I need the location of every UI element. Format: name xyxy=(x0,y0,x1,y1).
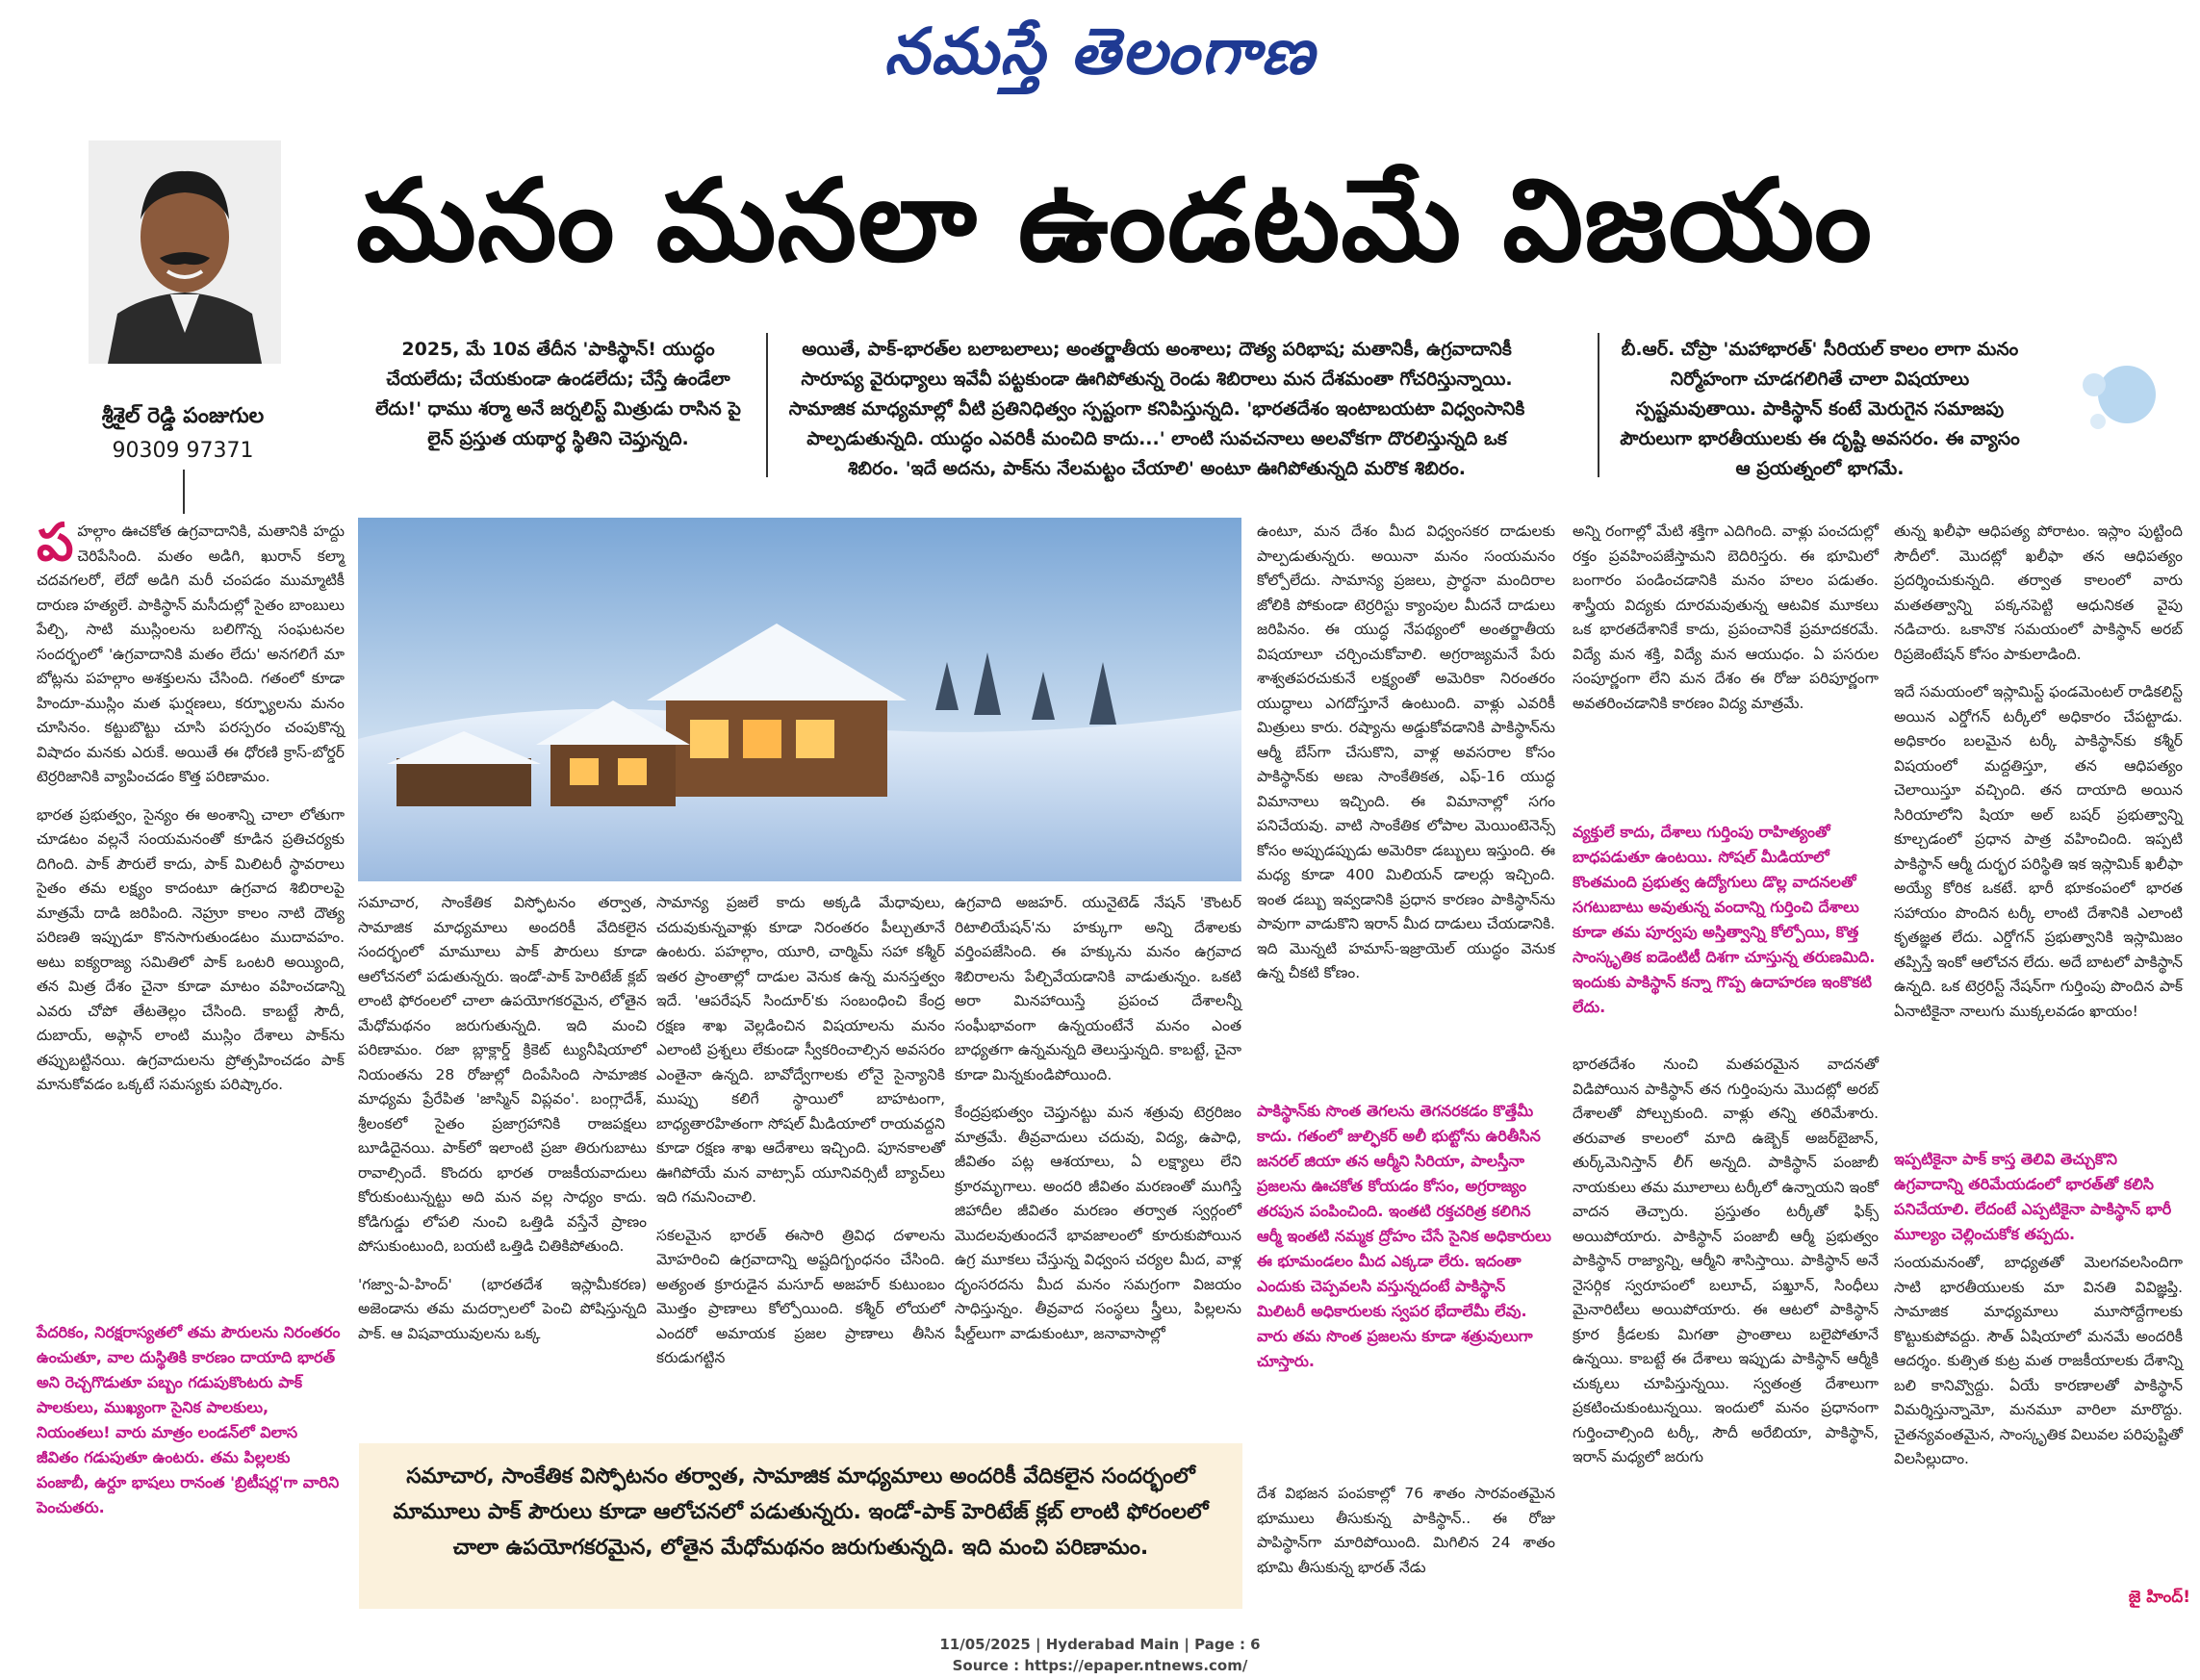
headline: మనం మనలా ఉండటమే విజయం xyxy=(356,154,1873,287)
snow-chalet-photo xyxy=(358,518,1241,881)
footer-source: Source : https://epaper.ntnews.com/ xyxy=(952,1657,1248,1674)
author-divider xyxy=(183,470,185,514)
author-name: శ్రీశైల్ రెడ్డి పంజుగుల xyxy=(101,404,265,428)
column-1 xyxy=(37,512,345,1111)
masthead-logo: నమస్తే తెలంగాణ xyxy=(883,13,1317,89)
c7-paragraph-2: ఇదే సమయంలో ఇస్లామిస్ట్ ఫండమెంటల్ రాడికలిస్ట్ అయిన ఎర్డోగన్ టర్కీలో అధికారం చేపట్టాడు. అధికారం బలమైన టర్కీ పాకిస్థాన్‌కు కశ్మీర్ విషయంలో మద్దతిస్తూ, తన ఆధిపత్యం చెలాయిస్తూ వచ్చింది. తన దాయాది అయిన సిరియాలోని షియా అల్ బషర్ ప్రభుత్వాన్ని కూల్చడంలో ప్రధాన పాత్ర వహించింది. ఇప్పటి పాకిస్థాన్ ఆర్మీ దుర్భర పరిస్థితి ఇక ఇస్లామిక్ ఖలీఫా అయ్యే కోరిక ఒకటే. భారీ భూకంపంలో భారత సహాయం పొందిన టర్కీ లాంటి దేశానికి ఎలాంటి కృతజ్ఞత లేదు. ఎర్డోగన్ ప్రభుత్వానికి ఇస్లామిజం తప్పిస్తే ఇంకో ఆలోచన లేదు. అదే బాటలో పాకిస్థాన్ ఉన్నది. ఒక టెర్రరిస్ట్ నేషన్‌గా గుర్తింపు పొందిన పాక్ ఏనాటికైనా నాలుగు ముక్కలవడం ఖాయం! xyxy=(1894,683,2183,1020)
c4-paragraph-2: కేంద్రప్రభుత్వం చెప్తునట్టు మన శత్రువు టెర్రరిజం మాత్రమే. తీవ్రవాదులు చదువు, విద్య, ఉపాధి, జీవితం పట్ల ఆశయాలు, ఏ లక్ష్యాలు లేని క్రూరమృగాలు. అందరి జీవితం మరణంతో ముగిస్తే జిహాదీల జీవితం మరణం తర్వాత స్వర్గంలో మొదలవుతుందనే భావజాలంలో కూరుకుపోయిన ఉగ్ర మూకలు చేస్తున్న విధ్వంస చర్యల మీద, వాళ్ల దృంసరదను మీద మనం సమగ్రంగా విజయం సాధిస్తున్నం. తీవ్రవాద సంస్థలు స్త్రీలు, పిల్లలను షీల్డ్‌లుగా వాడుకుంటూ, జనావాసాల్లో xyxy=(955,1104,1241,1342)
column-7 xyxy=(1894,520,2183,1037)
column-6 xyxy=(1573,520,1879,729)
c5-paragraph-1: ఉంటూ, మన దేశం మీద విధ్వంసకర దాడులకు పాల్పడుతున్నరు. అయినా మనం సంయమనం కోల్పోలేదు. సామాన్య ప్రజలు, ప్రార్థనా మందిరాల జోలికి పోకుండా టెర్రరిస్టు క్యాంపుల మీదనే దాడులు జరిపినం. ఈ యుద్ధ నేపథ్యంలో అంతర్జాతీయ విషయాలూ చర్చించుకోవాలి. అగ్రరాజ్యమనే పేరు శాశ్వతపరచుకునే లక్ష్యంతో అమెరికా నిరంతరం యుద్ధాలు ఎగదోస్తూనే ఉంటుంది. వాళ్లు ఎవరికీ మిత్రులు కారు. రష్యాను అడ్డుకోవడానికి పాకిస్థాన్‌ను ఆర్మీ బేస్‌గా చేసుకొని, వాళ్ల అవసరాల కోసం పాకిస్థాన్‌కు అణు సాంకేతికత, ఎఫ్-16 యుద్ధ విమానాలు ఇచ్చింది. ఈ విమానాల్లో సగం పనిచేయవు. వాటి సాంకేతిక లోపాల మెయింటెనెన్స్ కోసం అప్పుడప్పుడు అమెరికా డబ్బులు ఇస్తుంది. ఈ మధ్య కూడా 400 మిలియన్ డాలర్లు ఇచ్చింది. ఇంత డబ్బు ఇవ్వడానికి ప్రధాన కారణం పాకిస్థాన్‌ను పావుగా వాడుకొని ఇరాన్ మీద దాడులు చేయడానికి. ఇది మొన్నటి హమాస్-ఇజ్రాయెల్ యుద్ధం వెనుక ఉన్న చీకటి కోణం. xyxy=(1257,522,1555,981)
intro-divider-2 xyxy=(1598,333,1599,477)
column-5 xyxy=(1257,520,1555,1000)
c3-paragraph-2: సకలమైన భారత్ ఈసారి త్రివిధ దళాలను మోహరించి ఉగ్రవాదాన్ని అష్టదిగ్బంధనం చేసింది. అత్యంత క్రూరుడైన మసూద్ అజహర్ కుటుంబం మొత్తం ప్రాణాలు కోల్పోయింది. కశ్మీర్ లోయలో ఎందరో అమాయక ప్రజల ప్రాణాలు తీసిన కరుడుగట్టిన xyxy=(656,1226,945,1366)
c2-paragraph-2: 'గజ్వా-ఏ-హింద్' (భారతదేశ ఇస్లామీకరణ) అజెండాను తమ మదర్సాలలో పెంచి పోషిస్తున్నది పాక్. ఆ విషవాయువులను ఒక్క xyxy=(358,1275,647,1342)
c6-pullquote: వ్యక్తులే కాదు, దేశాలు గుర్తింపు రాహిత్యంతో బాధపడుతూ ఉంటయి. సోషల్ మీడియాలో కొంతమంది ప్రభుత్వ ఉద్యోగులు డొల్ల వాదనలతో సగటుబాటు అవుతున్న వందాన్ని గుర్తించి దేశాలు కూడా తమ పూర్వపు అస్తిత్వాన్ని కోల్పోయి, కొత్త సాంస్కృతిక ఐడెంటిటీ దిశగా చూస్తున్న తరుణమిది. ఇందుకు పాకిస్థాన్ కన్నా గొప్ప ఉదాహరణ ఇంకొకటి లేదు. xyxy=(1573,823,1876,1016)
bubbles-icon xyxy=(2069,356,2156,443)
footer-edition: 11/05/2025 | Hyderabad Main | Page : 6 xyxy=(939,1636,1261,1653)
c2-paragraph-1: సమాచార, సాంకేతిక విస్ఫోటనం తర్వాత, సామాజిక మాధ్యమాలు అందరికీ వేదికలైన సందర్భంలో మామూలు పాక్ పౌరులు కూడా ఆలోచనలో పడుతున్నరు. ఇండో-పాక్ హెరిటేజ్ క్లబ్ లాంటి ఫోరంలలో చాలా ఉపయోగకరమైన, లోతైన మేధోమథనం జరుగుతున్నది. ఇది మంచి పరిణామం. రజా బ్లాక్లార్డ్ క్రికెట్ ట్యునీషియాలో నియంతను 28 రోజుల్లో దింపేసింది సామాజిక మాధ్యమ ప్రేరేపిత 'జాస్మిన్ విప్లవం'. బంగ్లాదేశ్, శ్రీలంకలో సైతం ప్రజాగ్రహానికి రాజపక్షలు బూడిదైనయి. పాక్‌లో ఇలాంటి ప్రజా తిరుగుబాటు రావాల్సిందే. కొందరు భారత రాజకీయవాదులు కోరుకుంటున్నట్టు అది మన వల్ల సాధ్యం కాదు. కోడిగుడ్డు లోపలి నుంచి ఒత్తిడి వస్తేనే ప్రాణం పోసుకుంటుంది, బయటి ఒత్తిడి చితికిపోతుంది. xyxy=(358,894,647,1255)
column-3 xyxy=(656,891,945,1385)
c1-paragraph-2: భారత ప్రభుత్వం, సైన్యం ఈ అంశాన్ని చాలా లోతుగా చూడటం వల్లనే సంయమనంతో కూడిన ప్రతిచర్యకు దిగింది. పాక్ పౌరులే కాదు, పాక్ మిలిటరీ స్థావరాలు సైతం తమ లక్ష్యం కాదంటూ ఉగ్రవాద శిబిరాలపై మాత్రమే దాడి జరిపింది. నెహ్రూ కాలం నాటి దౌత్య పరిణతి ఇప్పుడూ కొనసాగుతుండటం ముదావహం. అటు ఐక్యరాజ్య సమితిలో పాక్ ఒంటరి అయ్యింది, తన మిత్ర దేశం చైనా కూడా మాటం వహించడాన్ని ఎవరు చోపో తేటతెల్లం చేసింది. కాబట్టే సౌదీ, దుబాయ్, అఫ్గాన్ లాంటి ముస్లిం దేశాలు పాక్‌ను తప్పుబట్టినయి. ఉగ్రవాదులను ప్రోత్సహించడం పాక్ మానుకోవడం ఒక్కటే సమస్యకు పరిష్కారం. xyxy=(37,805,345,1093)
c4-paragraph-1: ఉగ్రవాది అజహర్. యునైటెడ్ నేషన్ 'కౌంటర్ రిటాలియేషన్'ను హక్కుగా అన్ని దేశాలకు వర్తింపజేసింది. ఈ హక్కును మనం ఉగ్రవాద శిబిరాలను పేల్చివేయడానికి వాడుతున్నం. ఒకటి అరా మినహాయిస్తే ప్రపంచ దేశాలన్నీ సంఘీభావంగా ఉన్నయంటేనే మనం ఎంత బాధ్యతగా ఉన్నమన్నది తెలుస్తున్నది. కాబట్టే, చైనా కూడా మిన్నకుండిపోయింది. xyxy=(955,894,1241,1083)
c6-end: భారతదేశం నుంచి మతపరమైన వాదనతో విడిపోయిన పాకిస్థాన్ తన గుర్తింపును మొదట్లో అరబ్ దేశాలతో పోల్చుకుంది. వాళ్లు తన్ని తరిమేశారు. తరువాత కాలంలో మాది ఉజ్బెక్ అజర్‌బైజాన్, తుర్క్‌మెనిస్తాన్ లీగ్ అన్నది. పాకిస్థాన్ పంజాబీ నాయకులు తమ మూలాలు టర్కీలో ఉన్నాయని ఇంకో వాదన తెచ్చారు. ప్రస్తుతం టర్కీతో ఫిక్స్ అయిపోయారు. పాకిస్థాన్ పంజాబీ ఆర్మీ ప్రభుత్వం పాకిస్థాన్ రాజ్యాన్ని, ఆర్మీని శాసిస్తాయి. పాకిస్థాన్ అనే నైసర్గిక స్వరూపంలో బలూచ్, పఖ్తూన్, సింధీలు మైనారిటీలు అయిపోయారు. ఈ ఆటలో పాకిస్థాన్ క్రూర క్రీడలకు మిగతా ప్రాంతాలు బలైపోతూనే ఉన్నయి. కాబట్టే ఈ దేశాలు ఇప్పుడు పాకిస్థాన్ ఆర్మీకి చుక్కలు చూపిస్తున్నయి. స్వతంత్ర దేశాలుగా ప్రకటించుకుంటున్నయి. ఇందులో మనం ప్రధానంగా గుర్తించాల్సింది టర్కీ, సౌదీ అరేబియా, పాకిస్థాన్, ఇరాన్ మధ్యలో జరుగు xyxy=(1573,1056,1879,1465)
c5-pullquote: పాకిస్థాన్‌కు సొంత తెగలను తెగనరకడం కొత్తేమీ కాదు. గతంలో జుల్ఫికర్ అలీ భుట్టోను ఉరితీసిన జనరల్ జియా తన ఆర్మీని సిరియా, పాలస్తీనా ప్రజలను ఊచకోత కోయడం కోసం, అగ్రరాజ్యం తరపున పంపించింది. ఇంతటి రక్తచరిత్ర కలిగిన ఆర్మీ ఇంతటి నమ్మక ద్రోహం చేసే సైనిక అధికారులు ఈ భూమండలం మీద ఎక్కడా లేరు. ఇదంతా ఎందుకు చెప్పవలసి వస్తున్నదంటే పాకిస్థాన్ మిలిటరీ అధికారులకు స్వపర భేదాలేమీ లేవు. వారు తమ సొంత ప్రజలను కూడా శత్రువులుగా చూస్తారు. xyxy=(1257,1102,1551,1370)
c7-end: సంయమనంతో, బాధ్యతతో మెలగవలసిందిగా సాటి భారతీయులకు మా వినతి వివిజ్ఞప్తి. సామాజిక మాధ్యమాలు మూసోద్దేగాలకు కొట్టుకుపోవద్దు. సౌత్ ఏషియాలో మనమే అందరికీ ఆదర్శం. కుత్సిత కుట్ర మత రాజకీయాలకు దేశాన్ని బలి కానివ్వొద్దు. ఏయే కారణాలతో పాకిస్థాన్ విమర్శిస్తున్నామో, మనమూ వారిలా మారొద్దు. చైతన్యవంతమైన, సాంస్కృతిక విలువల పరిపుష్టితో విలసిల్లుదాం. xyxy=(1894,1254,2183,1467)
c1-paragraph-1: హల్గాం ఊచకోత ఉగ్రవాదానికి, మతానికి హద్దు చెరిపేసింది. మతం అడిగి, ఖురాన్ కల్మా చదవగలరో, లేదో అడిగి మరీ చంపడం ముమ్మాటికీ దారుణ హత్యలే. పాకిస్థాన్ మసీదుల్లో సైతం బాంబులు పేల్చి, సాటి ముస్లింలను బలిగొన్న సంఘటనల సందర్భంలో 'ఉగ్రవాదానికి మతం లేదు' అనగలిగే మా బోట్లను పహల్గాం అశక్తులను చేసింది. గతంలో కూడా హిందూ-ముస్లిం మత ఘర్షణలు, కర్ఫ్యూలను మనం చూసినం. కట్టుబొట్టు చూసి పరస్పరం చంపుకొన్న విషాదం మనకు ఎరుకే. అయితే ఈ ధోరణి క్రాస్-బోర్డర్ టెర్రరిజానికి వ్యాపించడం కొత్త పరిణామం. xyxy=(37,522,345,785)
intro-left: 2025, మే 10వ తేదీన 'పాకిస్థాన్! యుద్ధం చేయలేదు; చేయకుండా ఉండలేదు; చేస్తే ఉండేలా లేదు!' ధాము శర్మా అనే జర్నలిస్ట్ మిత్రుడు రాసిన పై లైన్ ప్రస్తుత యథార్థ స్థితిని చెప్తున్నది. xyxy=(375,339,741,449)
c1-pullquote: పేదరికం, నిరక్షరాస్యతలో తమ పౌరులను నిరంతరం ఉంచుతూ, వాల దుస్థితికి కారణం దాయాది భారత్ అని రెచ్చగొడుతూ పబ్బం గడుపుకొంటరు పాక్ పాలకులు, ముఖ్యంగా సైనిక పాలకులు, నియంతలు! వారు మాత్రం లండన్‌లో విలాస జీవితం గడుపుతూ ఉంటరు. తమ పిల్లలకు పంజాబీ, ఉర్దూ భాషలు రానంత 'బ్రిటీషర్ల'గా వారిని పెంచుతరు. xyxy=(37,1323,341,1516)
pull-quote-box: సమాచార, సాంకేతిక విస్ఫోటనం తర్వాత, సామాజిక మాధ్యమాలు అందరికీ వేదికలైన సందర్భంలో మామూలు పాక్ పౌరులు కూడా ఆలోచనలో పడుతున్నరు. ఇండో-పాక్ హెరిటేజ్ క్లబ్ లాంటి ఫోరంలలో చాలా ఉపయోగకరమైన, లోతైన మేధోమథనం జరుగుతున్నది. ఇది మంచి పరిణామం. xyxy=(359,1443,1242,1609)
column-2 xyxy=(358,891,647,1360)
author-photo xyxy=(89,140,281,364)
c3-paragraph-1: సామాన్య ప్రజలే కాదు అక్కడి మేధావులు, చదువుకున్నవాళ్లు కూడా నిరంతరం పీల్చుతూనే ఉంటరు. పహల్గాం, యూరి, చార్మిమ్ సహా కశ్మీర్ ఇతర ప్రాంతాల్లో దాడుల వెనుక ఉన్న మనస్తత్వం ఇదే. 'ఆపరేషన్ సిందూర్'కు సంబంధించి కేంద్ర రక్షణ శాఖ వెల్లడించిన విషయాలను మనం ఎలాంటి ప్రశ్నలు లేకుండా స్వీకరించాల్సిన అవసరం ఎంతైనా ఉన్నది. బావోద్వేగాలకు లోనై సైన్యానికి ముప్పు కలిగే స్థాయిలో బాహటంగా, బాధ్యతారహితంగా సోషల్ మీడియాలో రాయవద్దని కూడా రక్షణ శాఖ ఆదేశాలు ఇచ్చింది. పూనకాలతో ఊగిపోయే మన వాట్సాప్ యూనివర్సిటీ బ్యాచ్‌లు ఇది గమనించాలి. xyxy=(656,894,945,1206)
column-4 xyxy=(955,891,1241,1360)
author-phone: 90309 97371 xyxy=(112,439,254,463)
c6-paragraph-1: అన్ని రంగాల్లో మేటి శక్తిగా ఎదిగింది. వాళ్లు పంచదుల్లో రక్తం ప్రవహింపజేస్తామని బెదిరిస్తరు. ఈ భూమిలో బంగారం పండించడానికి మనం హలం పడుతం. శాస్త్రీయ విద్యకు దూరమవుతున్న ఆటవిక మూకలు ఒక భారతదేశానికే కాదు, ప్రపంచానికే ప్రమాదకరమే. విద్యే మన శక్తి, విద్యే మన ఆయుధం. ఏ పసరుల సంపూర్ణంగా లేని మన దేశం ఈ రోజు పరిపూర్ణంగా అవతరించడానికి కారణం విద్య మాత్రమే. xyxy=(1573,522,1879,712)
intro-right: బీ.ఆర్. చోప్రా 'మహాభారత్' సీరియల్ కాలం లాగా మనం నిర్మోహంగా చూడగలిగితే చాలా విషయాలు స్పష్టమవుతాయి. పాకిస్థాన్ కంటే మెరుగైన సమాజపు పౌరులుగా భారతీయులకు ఈ దృష్టి అవసరం. ఈ వ్యాసం ఆ ప్రయత్నంలో భాగమే. xyxy=(1620,339,2020,479)
c5-end: దేశ విభజన పంపకాల్లో 76 శాతం సారవంతమైన భూములు తీసుకున్న పాకిస్థాన్.. ఈ రోజు పాపిస్థాన్‌గా మారిపోయింది. మిగిలిన 24 శాతం భూమి తీసుకున్న భారత్ నేడు xyxy=(1257,1485,1555,1576)
signoff: జై హింద్! xyxy=(2128,1588,2190,1607)
intro-divider-1 xyxy=(766,333,768,477)
intro-center: అయితే, పాక్-భారత్‌ల బలాబలాలు; అంతర్జాతీయ అంశాలు; దౌత్య పరిభాష; మతానికీ, ఉగ్రవాదానికీ సారూప్య వైరుధ్యాలు ఇవేవీ పట్టకుండా ఊగిపోతున్న రెండు శిబిరాలు మన దేశమంతా గోచరిస్తున్నాయి. సామాజిక మాధ్యమాల్లో వీటి ప్రతినిధిత్వం స్పష్టంగా కనిపిస్తున్నది. 'భారతదేశం ఇంటాబయటా విధ్వంసానికి పాల్పడుతున్నది. యుద్ధం ఎవరికీ మంచిది కాదు...' లాంటి సువచనాలు అలవోకగా దొరలిస్తున్నది ఒక శిబిరం. 'ఇదే అదను, పాక్‌ను నేలమట్టం చేయాలి' అంటూ ఊగిపోతున్నది మరొక శిబిరం. xyxy=(788,339,1525,479)
c7-pullquote: ఇప్పటికైనా పాక్ కాస్త తెలివి తెచ్చుకొని ఉగ్రవాదాన్ని తరిమేయడంలో భారత్‌తో కలిసి పనిచేయాలి. లేదంటే ఎప్పటికైనా పాకిస్థాన్ భారీ మూల్యం చెల్లించుకోక తప్పదు. xyxy=(1894,1150,2172,1243)
dropcap: ప xyxy=(37,512,74,573)
c7-paragraph-1: తున్న ఖలీఫా ఆధిపత్య పోరాటం. ఇస్లాం పుట్టింది సౌదీలో. మొదట్లో ఖలీఫా తన ఆధిపత్యం ప్రదర్శించుకున్నది. తర్వాత కాలంలో వారు మతతత్వాన్ని పక్కనపెట్టి ఆధునికత వైపు నడిచారు. ఒకానొక సమయంలో పాకిస్థాన్ అరబ్ రిప్రజెంటేషన్ కోసం పాకులాడింది. xyxy=(1894,522,2183,663)
